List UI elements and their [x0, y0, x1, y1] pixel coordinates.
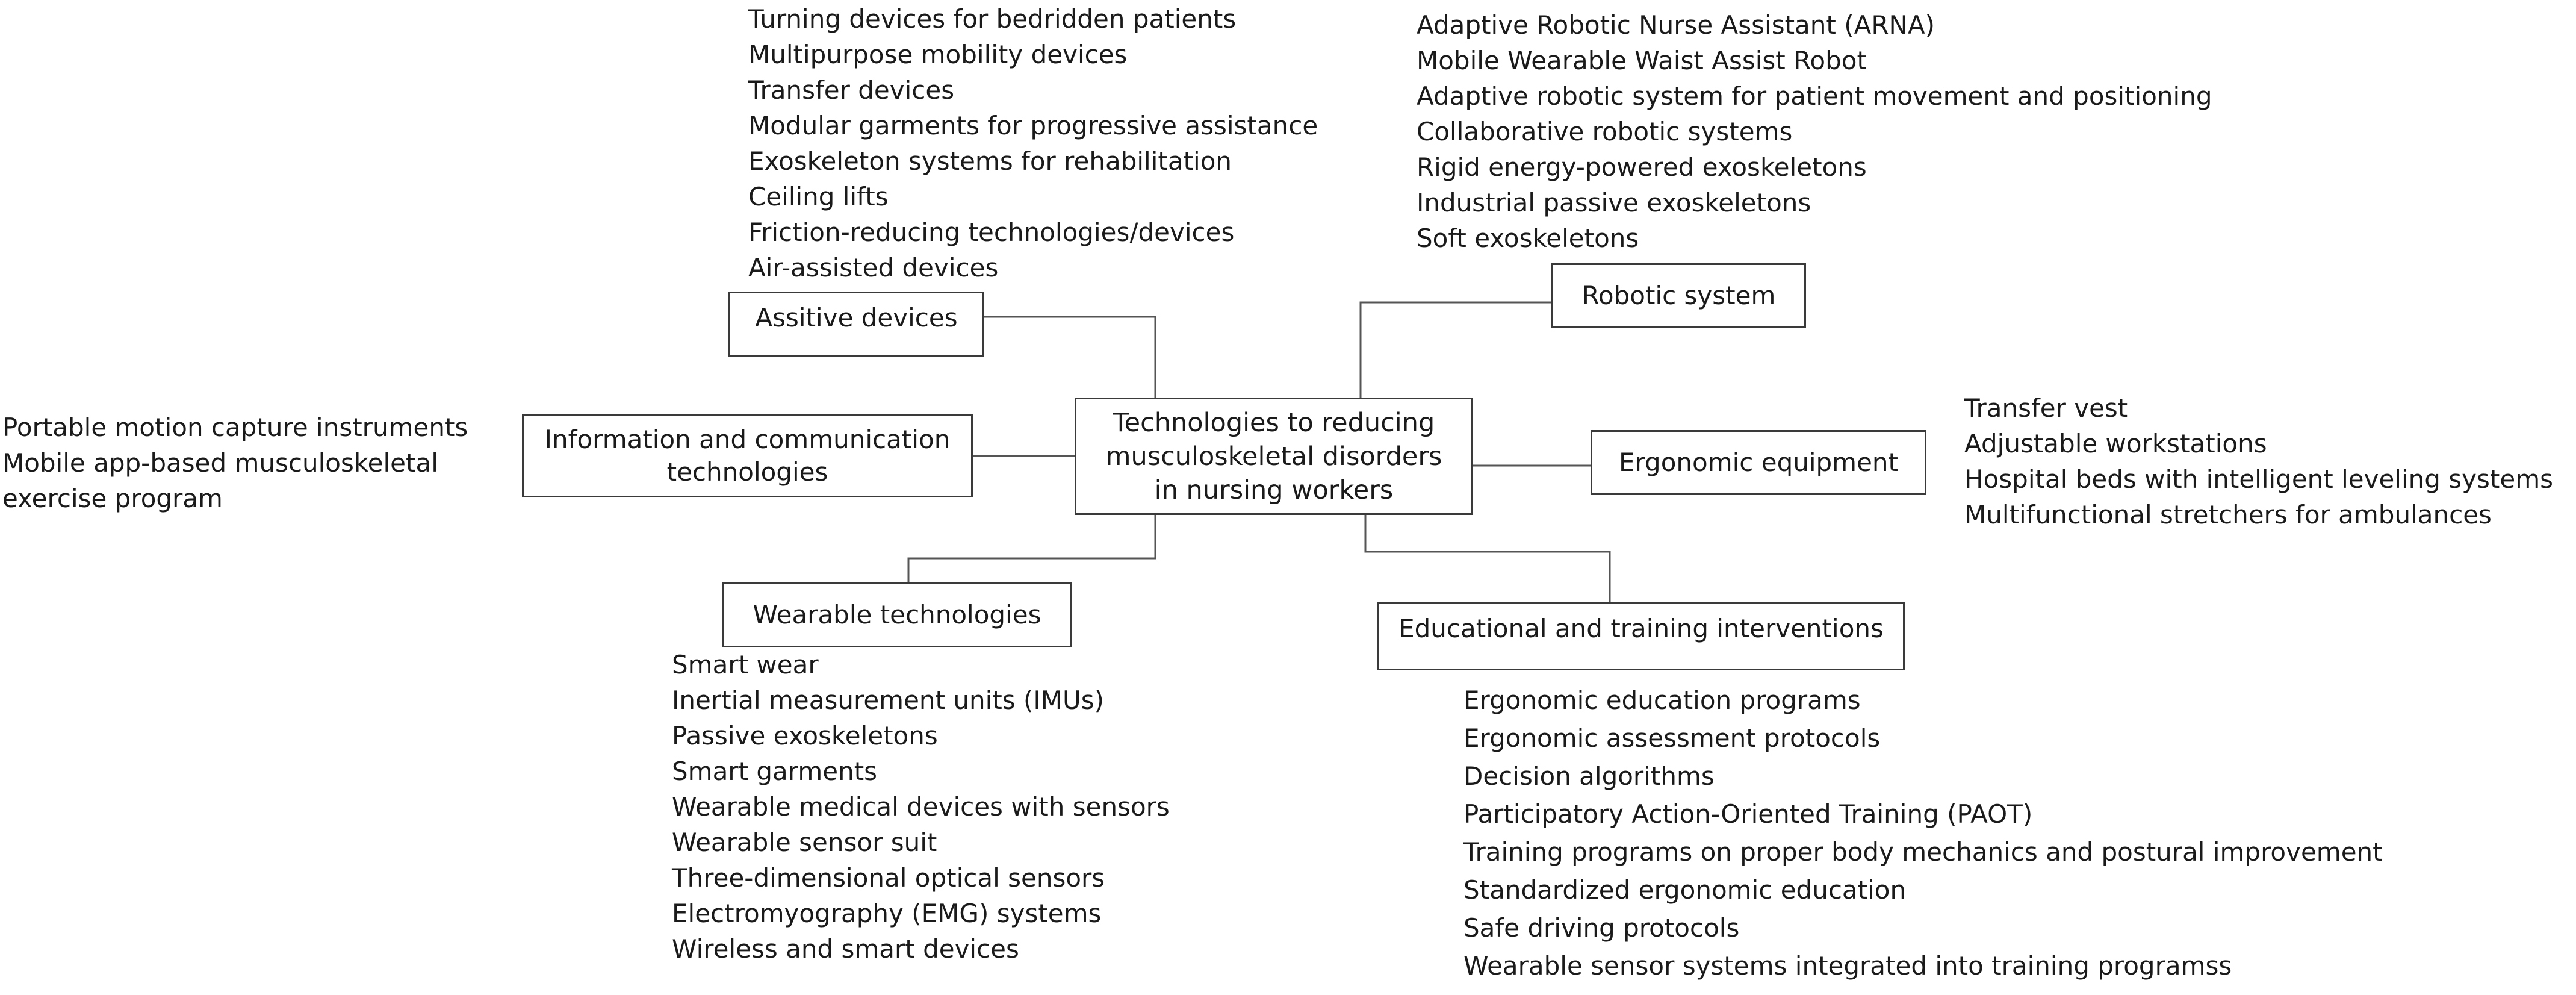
educational-training-label: Educational and training interventions [1398, 614, 1884, 643]
list-item: Electromyography (EMG) systems [672, 899, 1102, 928]
list-item: Three-dimensional optical sensors [672, 863, 1105, 893]
robotic-system-list [1417, 7, 2212, 256]
list-item: Exoskeleton systems for rehabilitation [748, 146, 1232, 176]
list-item: Transfer devices [748, 75, 955, 105]
list-item: Smart garments [672, 756, 878, 786]
list-item: Multipurpose mobility devices [748, 40, 1128, 69]
list-item: Portable motion capture instruments [2, 413, 468, 442]
list-item: Decision algorithms [1463, 761, 1715, 791]
educational-training-node [1377, 602, 1905, 670]
list-item: Transfer vest [1964, 393, 2128, 423]
ict-node [522, 414, 973, 498]
list-item: Collaborative robotic systems [1417, 117, 1793, 146]
list-item: Wearable sensor suit [672, 828, 937, 857]
list-item: Rigid energy-powered exoskeletons [1417, 152, 1867, 182]
list-item: Participatory Action-Oriented Training (PAOT) [1463, 799, 2033, 829]
list-item: Smart wear [672, 650, 819, 679]
list-item: Ceiling lifts [748, 182, 889, 211]
list-item: Mobile app-based musculoskeletal [2, 448, 438, 478]
list-item: Inertial measurement units (IMUs) [672, 685, 1104, 715]
center-node-line-2: musculoskeletal disorders [1105, 441, 1442, 472]
list-item: Training programs on proper body mechanics and postural improvement [1463, 837, 2383, 867]
list-item: Wearable medical devices with sensors [672, 792, 1170, 822]
ergonomic-equipment-node [1591, 430, 1926, 495]
assistive-devices-list [748, 1, 1318, 285]
list-item: Ergonomic education programs [1463, 685, 1861, 715]
list-item: Soft exoskeletons [1417, 223, 1639, 253]
ict-label-line-1: Information and communication [544, 425, 951, 454]
assistive-devices-node [728, 292, 984, 357]
list-item: Adjustable workstations [1964, 429, 2267, 458]
list-item: Wireless and smart devices [672, 934, 1019, 964]
list-item: Multifunctional stretchers for ambulances [1964, 500, 2492, 529]
list-item: exercise program [2, 484, 223, 513]
robotic-system-label: Robotic system [1581, 281, 1776, 310]
list-item: Adaptive robotic system for patient movement and positioning [1417, 81, 2212, 111]
ict-label-line-2: technologies [666, 457, 828, 487]
center-node [1075, 398, 1473, 515]
list-item: Friction-reducing technologies/devices [748, 217, 1235, 247]
ict-list [2, 410, 468, 516]
list-item: Standardized ergonomic education [1463, 875, 1907, 905]
list-item: Mobile Wearable Waist Assist Robot [1417, 46, 1867, 75]
list-item: Industrial passive exoskeletons [1417, 188, 1811, 217]
ergonomic-equipment-label: Ergonomic equipment [1618, 448, 1899, 477]
wearable-technologies-list [672, 647, 1170, 967]
list-item: Modular garments for progressive assistance [748, 111, 1318, 140]
center-node-line-1: Technologies to reducing [1113, 407, 1435, 438]
center-node-line-3: in nursing workers [1154, 475, 1394, 505]
ergonomic-equipment-list [1964, 390, 2553, 532]
list-item: Air-assisted devices [748, 253, 999, 282]
wearable-technologies-node [722, 582, 1072, 647]
educational-training-list [1463, 681, 2383, 985]
list-item: Turning devices for bedridden patients [748, 4, 1237, 34]
list-item: Hospital beds with intelligent leveling systems [1964, 464, 2553, 494]
wearable-technologies-label: Wearable technologies [753, 600, 1041, 629]
list-item: Wearable sensor systems integrated into training programss [1463, 951, 2232, 981]
assistive-devices-label: Assitive devices [755, 303, 958, 332]
list-item: Safe driving protocols [1463, 913, 1740, 943]
list-item: Passive exoskeletons [672, 721, 938, 750]
robotic-system-node [1551, 263, 1806, 328]
list-item: Ergonomic assessment protocols [1463, 723, 1881, 753]
list-item: Adaptive Robotic Nurse Assistant (ARNA) [1417, 10, 1935, 40]
